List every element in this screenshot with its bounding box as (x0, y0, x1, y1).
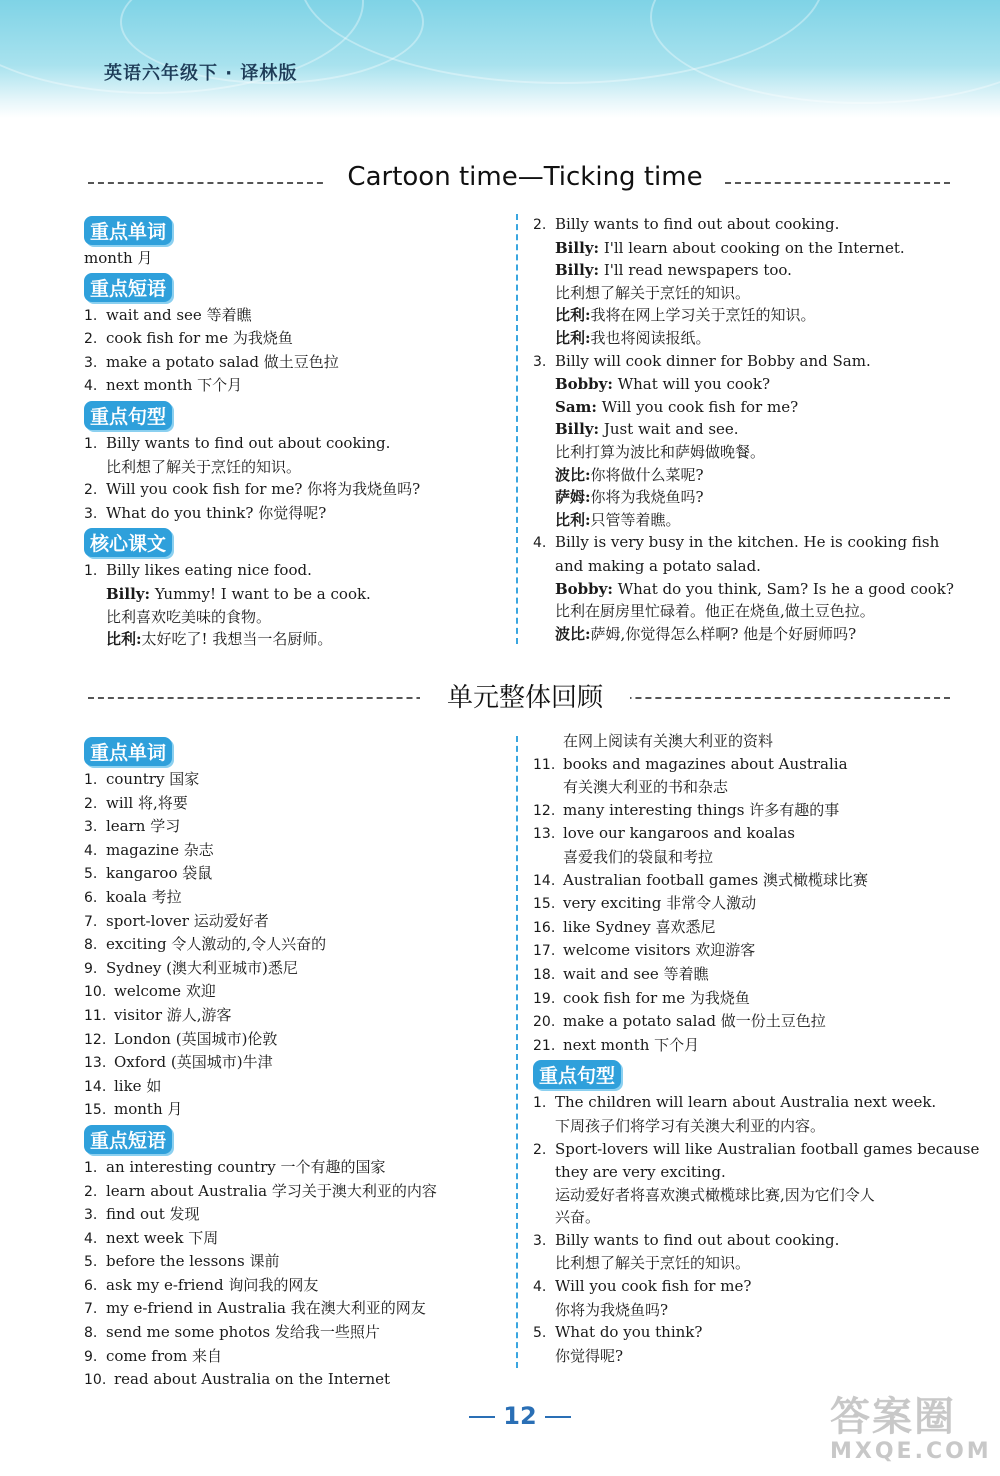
item-number: 15. (533, 896, 556, 913)
item-number: 9. (84, 960, 98, 977)
item-number: 11. (533, 756, 556, 773)
phrases-badge: 重点短语 (84, 273, 172, 302)
text-fragment: send me some photos 发给我一些照片 (106, 1323, 380, 1342)
text-fragment: What will you cook? (617, 375, 771, 394)
column-divider (516, 214, 518, 644)
section-title-text: 单元整体回顾 (420, 677, 630, 714)
sentence-translation: 比利想了解关于烹饪的知识。 (106, 457, 302, 476)
text-fragment: many interesting things 许多有趣的事 (563, 800, 840, 819)
text-fragment: Australian football games 澳式橄榄球比赛 (563, 870, 868, 889)
dialogue-translation (533, 304, 973, 327)
item-number: 1. (84, 772, 98, 788)
item-number: 14. (84, 1078, 107, 1095)
phrase-item (533, 799, 973, 823)
text-fragment: Billy likes eating nice food. (106, 561, 312, 580)
text-fragment: Will you cook fish for me? 你将为我烧鱼吗? (106, 480, 421, 499)
item-number: 13. (84, 1055, 107, 1072)
text-fragment: cook fish for me 为我烧鱼 (563, 988, 750, 1007)
sentence-translation: 你将为我烧鱼吗? (555, 1300, 669, 1319)
page-number (460, 1402, 580, 1430)
sentence-item (533, 1229, 973, 1253)
item-number: 19. (533, 990, 556, 1007)
item-number: 12. (84, 1031, 107, 1048)
item-number: 7. (84, 913, 98, 930)
phrase-item (533, 869, 973, 893)
text-item (533, 350, 973, 374)
word-item (84, 957, 504, 981)
phrase-item (84, 1250, 504, 1274)
sentence-item (84, 478, 504, 502)
text-item (84, 559, 504, 583)
text-fragment: 波比: (555, 624, 591, 643)
item-number: 3. (84, 819, 98, 836)
text-fragment: 我也将阅读报纸。 (590, 328, 711, 347)
phrase-item (84, 1345, 504, 1369)
phrase-item (84, 1321, 504, 1345)
text-item (533, 531, 973, 555)
word-item (84, 1004, 504, 1028)
phrase-item (84, 327, 504, 351)
phrase-item (533, 822, 973, 846)
text-fragment: 你将做什么菜呢? (590, 465, 704, 484)
s1-right-column (533, 213, 973, 645)
text-fragment: 比利: (106, 630, 142, 649)
text-fragment: Billy: (106, 584, 151, 603)
text-fragment: I'll read newspapers too. (603, 261, 792, 280)
phrase-item (84, 1156, 504, 1180)
phrases-badge: 重点短语 (84, 1125, 172, 1154)
phrase-item (533, 892, 973, 916)
text-fragment: 太好吃了! 我想当一名厨师。 (141, 630, 333, 649)
text-translation: 比利喜欢吃美味的食物。 (106, 607, 272, 626)
text-fragment: 答案圈 (830, 1394, 956, 1440)
sentence-translation: 你觉得呢? (555, 1346, 624, 1365)
dialogue-translation (533, 623, 973, 646)
word-item (84, 886, 504, 910)
text-fragment: Will you cook fish for me? (601, 397, 799, 416)
text-fragment: Bobby: (555, 375, 613, 394)
phrase-item (84, 374, 504, 398)
text-fragment: Sydney (澳大利亚城市)悉尼 (106, 958, 298, 977)
phrase-item (533, 1034, 973, 1058)
text-fragment: Billy wants to find out about cooking. (555, 215, 840, 233)
item-number: 5. (84, 866, 98, 883)
dialogue-line (533, 259, 973, 282)
text-fragment: learn 学习 (106, 817, 181, 836)
phrase-item (84, 1368, 504, 1392)
item-number: 9. (84, 1348, 98, 1365)
item-number: 1. (84, 1159, 98, 1176)
item-number: 4. (533, 1279, 547, 1296)
text-fragment: magazine 杂志 (106, 840, 214, 859)
dialogue-translation (533, 486, 973, 509)
text-fragment: MXQE.COM (830, 1439, 992, 1464)
dialogue-line (533, 237, 973, 260)
dialogue-translation (84, 628, 504, 651)
text-fragment: make a potato salad 做土豆色拉 (106, 352, 339, 371)
text-fragment: Just wait and see. (603, 420, 739, 439)
item-number: 5. (533, 1325, 547, 1342)
s2-right-column (533, 730, 980, 1367)
dialogue-translation (533, 327, 973, 350)
dialogue-line (84, 583, 504, 606)
text-fragment: country 国家 (106, 770, 200, 788)
text-fragment: next week 下周 (106, 1228, 219, 1247)
word-item (84, 933, 504, 957)
text-fragment: month 月 (114, 1100, 183, 1119)
text-fragment: 比利: (555, 328, 591, 347)
sentence-item (533, 1138, 980, 1162)
item-number: 2. (533, 1141, 547, 1158)
phrase-item (84, 1180, 504, 1204)
text-fragment: will 将,将要 (106, 793, 188, 812)
section-title-review (0, 677, 1000, 717)
item-number: 4. (533, 535, 547, 552)
dialogue-line (533, 373, 973, 396)
item-number: 10. (84, 984, 107, 1001)
text-fragment: Bobby: (555, 579, 613, 598)
dialogue-translation (533, 464, 973, 487)
text-fragment: exciting 令人激动的,令人兴奋的 (106, 935, 327, 954)
text-fragment: Will you cook fish for me? (555, 1277, 752, 1296)
text-fragment: welcome visitors 欢迎游客 (563, 941, 756, 960)
text-fragment: Billy wants to find out about cooking. (555, 1230, 840, 1249)
word-item (84, 1051, 504, 1075)
item-number: 10. (84, 1372, 107, 1389)
word-item (84, 1075, 504, 1099)
text-fragment: an interesting country 一个有趣的国家 (106, 1157, 386, 1176)
word-item (84, 839, 504, 863)
word-item (84, 1098, 504, 1122)
item-number: 11. (84, 1007, 107, 1024)
words-badge: 重点单词 (84, 216, 172, 245)
text-fragment: What do you think? (555, 1323, 703, 1342)
text-badge: 核心课文 (84, 528, 172, 557)
item-number: 8. (84, 1325, 98, 1342)
text-fragment: London (英国城市)伦敦 (114, 1029, 278, 1048)
item-number: 1. (84, 307, 98, 324)
phrase-translation: 在网上阅读有关澳大利亚的资料 (563, 732, 774, 750)
text-fragment: Billy: (555, 238, 600, 257)
phrase-translation: 有关澳大利亚的书和杂志 (563, 778, 729, 797)
text-translation: 比利想了解关于烹饪的知识。 (555, 283, 751, 302)
word-item (84, 910, 504, 934)
text-fragment: before the lessons 课前 (106, 1252, 280, 1271)
text-fragment: Billy: (555, 420, 600, 439)
word-item (84, 768, 504, 792)
text-fragment: my e-friend in Australia 我在澳大利亚的网友 (106, 1299, 426, 1318)
sentence-item (533, 1091, 973, 1115)
item-number: 1. (84, 435, 98, 452)
word-item (84, 1028, 504, 1052)
text-fragment: wait and see 等着瞧 (106, 305, 252, 324)
phrase-item (84, 1203, 504, 1227)
phrase-item (533, 939, 973, 963)
sentence-item (533, 1275, 973, 1299)
text-fragment: Billy: (555, 261, 600, 280)
dialogue-line (533, 578, 973, 601)
text-fragment: Billy is very busy in the kitchen. He is cooking fish (555, 533, 940, 552)
text-fragment: Sam: (555, 397, 597, 416)
item-number: 6. (84, 1277, 98, 1294)
item-number: 2. (84, 795, 98, 812)
item-number: 3. (84, 505, 98, 522)
item-number: 14. (533, 872, 556, 889)
text-fragment: ask my e-friend 询问我的网友 (106, 1275, 319, 1294)
item-number: 20. (533, 1014, 556, 1031)
words-badge: 重点单词 (84, 737, 172, 766)
item-number: 4. (84, 378, 98, 395)
text-item (533, 213, 973, 237)
word-item (84, 980, 504, 1004)
sentence-item (84, 432, 504, 456)
section-title-cartoon (0, 162, 1000, 202)
word-item (84, 862, 504, 886)
text-fragment: 比利: (555, 510, 591, 529)
text-fragment: very exciting 非常令人激动 (563, 894, 757, 913)
item-number: 4. (84, 842, 98, 859)
phrase-item (533, 1010, 973, 1034)
text-fragment: 你将为我烧鱼吗? (590, 488, 704, 507)
text-fragment: like Sydney 喜欢悉尼 (563, 917, 716, 936)
item-number: 15. (84, 1102, 107, 1119)
text-fragment: 波比: (555, 465, 591, 484)
text-fragment: books and magazines about Australia (563, 754, 848, 773)
item-number: 1. (84, 563, 98, 580)
item-number: 3. (84, 354, 98, 371)
phrase-translation: 喜爱我们的袋鼠和考拉 (563, 847, 714, 866)
text-fragment: Sport-lovers will like Australian football games because (555, 1139, 980, 1158)
item-number: 6. (84, 889, 98, 906)
text-fragment: 12 (503, 1402, 537, 1430)
section-title-text: Cartoon time—Ticking time (326, 162, 724, 192)
word-item: month 月 (84, 249, 153, 267)
text-fragment: like 如 (114, 1076, 162, 1095)
text-fragment: 萨姆: (555, 488, 591, 507)
phrase-item (84, 1297, 504, 1321)
item-number: 1. (533, 1095, 547, 1112)
text-fragment: learn about Australia 学习关于澳大利亚的内容 (106, 1181, 437, 1200)
item-number: 3. (533, 353, 547, 370)
sentence-translation: 比利想了解关于烹饪的知识。 (555, 1254, 751, 1273)
phrase-item (84, 1227, 504, 1251)
text-fragment: 比利: (555, 306, 591, 325)
text-fragment: visitor 游人,游客 (114, 1005, 232, 1024)
sentence-translation: 运动爱好者将喜欢澳式橄榄球比赛,因为它们令人 (555, 1185, 875, 1204)
item-number: 8. (84, 937, 98, 954)
text-item-cont: and making a potato salad. (555, 556, 761, 575)
text-fragment: What do you think? 你觉得呢? (106, 503, 327, 522)
text-fragment: read about Australia on the Internet (114, 1370, 391, 1389)
sentence-item (533, 1321, 973, 1345)
phrase-item (533, 987, 973, 1011)
sentences-badge: 重点句型 (84, 401, 172, 430)
text-fragment: sport-lover 运动爱好者 (106, 911, 269, 930)
text-fragment: Oxford (英国城市)牛津 (114, 1053, 273, 1072)
item-number: 2. (84, 331, 98, 348)
text-fragment: I'll learn about cooking on the Internet. (603, 238, 905, 257)
text-fragment: 只管等着瞧。 (590, 510, 681, 529)
text-fragment: 我将在网上学习关于烹饪的知识。 (590, 306, 816, 325)
item-number: 5. (84, 1254, 98, 1271)
dialogue-translation (533, 509, 973, 532)
text-fragment: wait and see 等着瞧 (563, 964, 709, 983)
sentences-badge: 重点句型 (533, 1060, 621, 1089)
item-number: 17. (533, 943, 556, 960)
item-number: 12. (533, 802, 556, 819)
sentence-translation: 下周孩子们将学习有关澳大利亚的内容。 (555, 1116, 826, 1135)
s1-left-column (84, 213, 504, 651)
item-number: 7. (84, 1301, 98, 1318)
text-fragment: kangaroo 袋鼠 (106, 864, 213, 883)
text-fragment: find out 发现 (106, 1205, 200, 1224)
item-number: 2. (533, 217, 547, 233)
phrase-item (84, 1274, 504, 1298)
column-divider (516, 736, 518, 1368)
item-number: 16. (533, 919, 556, 936)
sentence-item (84, 502, 504, 526)
watermark-logo (830, 1395, 990, 1470)
item-number: 18. (533, 966, 556, 983)
phrase-item (84, 351, 504, 375)
sentence-translation: 兴奋。 (555, 1208, 601, 1227)
text-fragment: cook fish for me 为我烧鱼 (106, 329, 293, 348)
phrase-item (533, 753, 973, 777)
s2-left-column (84, 734, 504, 1392)
phrase-item (533, 916, 973, 940)
text-fragment: next month 下个月 (106, 376, 243, 395)
text-fragment: Yummy! I want to be a cook. (154, 584, 371, 603)
text-translation: 比利在厨房里忙碌着。他正在烧鱼,做土豆色拉。 (555, 602, 875, 621)
item-number: 3. (84, 1207, 98, 1224)
item-number: 2. (84, 1183, 98, 1200)
phrase-item (533, 963, 973, 987)
text-fragment: The children will learn about Australia next week. (555, 1093, 937, 1112)
item-number: 13. (533, 826, 556, 843)
text-fragment: next month 下个月 (563, 1035, 700, 1054)
dialogue-line (533, 396, 973, 419)
word-item (84, 815, 504, 839)
book-title: 英语六年级下 · 译林版 (104, 63, 298, 84)
text-fragment: koala 考拉 (106, 887, 182, 906)
word-item (84, 792, 504, 816)
text-fragment: make a potato salad 做一份土豆色拉 (563, 1012, 826, 1031)
text-fragment: love our kangaroos and koalas (563, 824, 795, 843)
dialogue-line (533, 418, 973, 441)
item-number: 2. (84, 482, 98, 499)
item-number: 4. (84, 1230, 98, 1247)
text-fragment: What do you think, Sam? Is he a good cook? (617, 579, 954, 598)
item-number: 3. (533, 1232, 547, 1249)
text-translation: 比利打算为波比和萨姆做晚餐。 (555, 442, 766, 461)
item-number: 21. (533, 1037, 556, 1054)
text-fragment: Billy will cook dinner for Bobby and Sam. (555, 351, 871, 370)
text-fragment: come from 来自 (106, 1346, 223, 1365)
text-fragment: welcome 欢迎 (114, 982, 216, 1001)
phrase-item (84, 304, 504, 328)
text-fragment: Billy wants to find out about cooking. (106, 433, 391, 452)
text-fragment: 萨姆,你觉得怎么样啊? 他是个好厨师吗? (590, 624, 857, 643)
sentence-item-cont: they are very exciting. (555, 1163, 726, 1182)
